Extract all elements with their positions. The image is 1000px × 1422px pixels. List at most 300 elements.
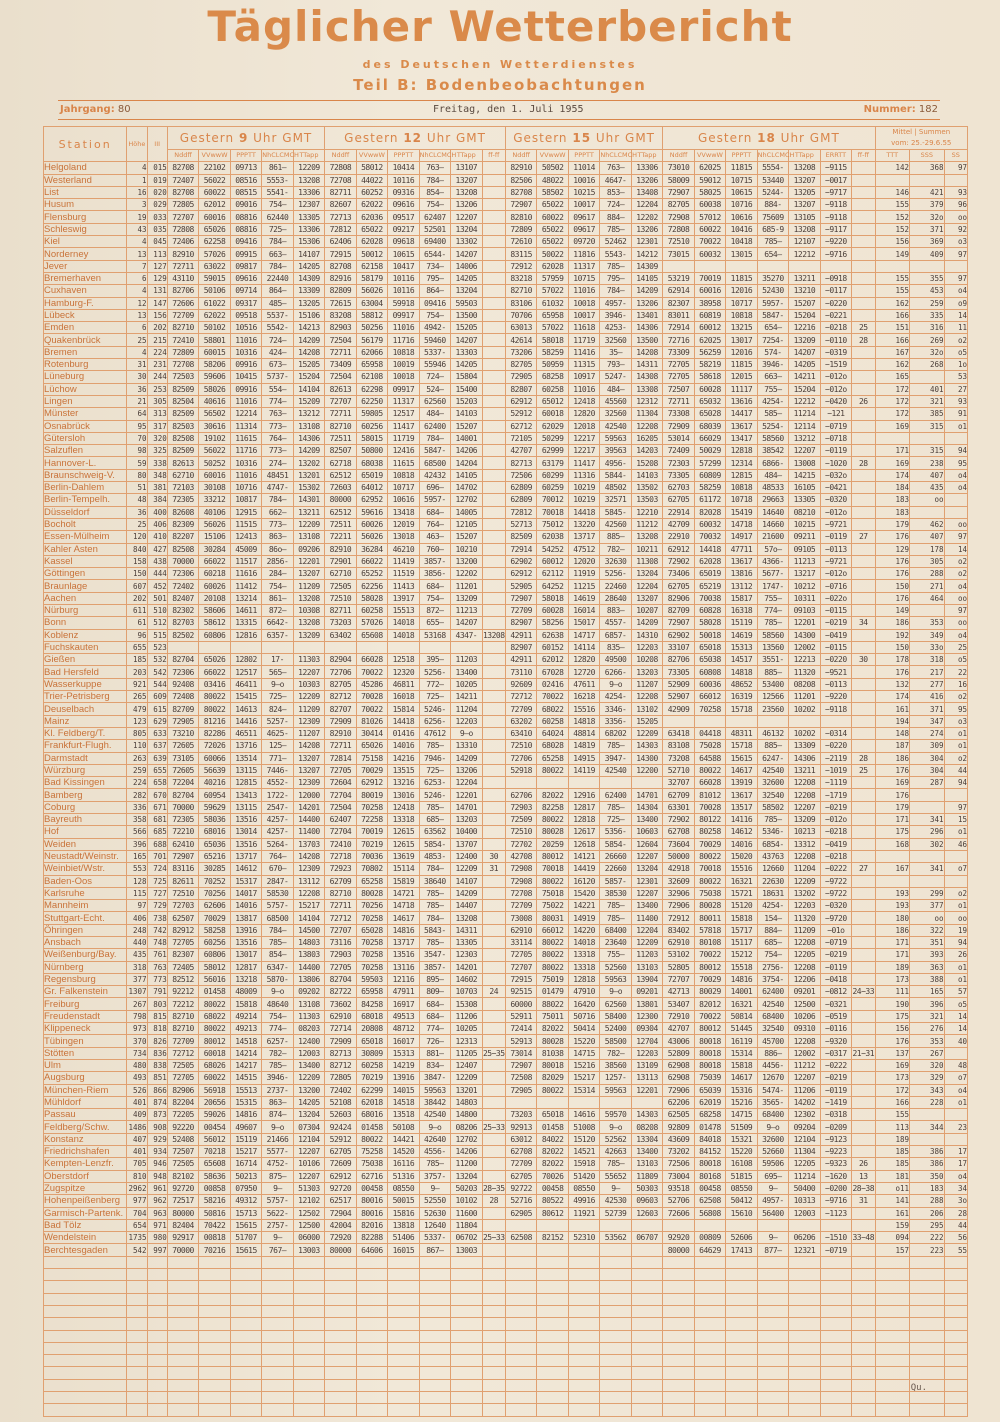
obs-15-value: 15120	[568, 1133, 599, 1145]
obs-18-value: 10212	[789, 580, 820, 592]
station-number: 655	[147, 764, 167, 776]
obs-18-value: 64588	[694, 752, 725, 764]
obs-18-value: −9716	[820, 1195, 851, 1207]
obs-15-value: 62560	[600, 998, 631, 1010]
obs-18-value: 654—	[757, 322, 788, 334]
blank-cell	[356, 1269, 387, 1281]
blank-cell	[568, 1256, 599, 1268]
obs-9-value: 80012	[199, 1035, 230, 1047]
blank-cell	[910, 1342, 945, 1354]
station-elevation: 1307	[128, 987, 147, 997]
station-elevation: 48	[127, 494, 147, 506]
obs-9-value: 51707	[230, 1232, 261, 1244]
summary-value: 349	[910, 629, 945, 641]
station-name: Lüneburg	[44, 371, 127, 383]
blank-cell	[820, 1404, 851, 1416]
obs-9-value: 30616	[199, 420, 230, 432]
obs-15-value	[631, 777, 662, 789]
obs-9-value: 70422	[199, 1219, 230, 1231]
obs-18-value: 13207	[789, 174, 820, 186]
blank-cell	[199, 1367, 230, 1379]
obs-18-value: 26	[852, 1158, 875, 1170]
obs-18-value: 10416	[726, 223, 757, 235]
station-row	[44, 1182, 968, 1194]
station-number: 338	[147, 457, 167, 469]
obs-15-value: 75022	[537, 900, 568, 912]
obs-18-value: 32540	[757, 1023, 788, 1035]
obs-18-value: 72510	[663, 236, 694, 248]
obs-12-value: 14105	[451, 469, 482, 481]
blank-cell	[537, 1342, 568, 1354]
obs-18-value: −9521	[820, 666, 851, 678]
obs-12-value: 72615	[325, 297, 356, 309]
obs-18-value: 11201	[789, 691, 820, 703]
obs-9-value: 72503	[167, 371, 198, 383]
obs-9-value: 773—	[262, 420, 293, 432]
station-name: Helgoland	[44, 162, 127, 174]
station-name: Bayreuth	[44, 814, 127, 826]
obs-18-value: 14207	[789, 346, 820, 358]
obs-9-value: 62440	[262, 211, 293, 223]
station-name: Weiden	[44, 838, 127, 850]
obs-18-value: 58009	[663, 174, 694, 186]
station-name: Rotenburg	[44, 359, 127, 371]
obs-9-value: 60218	[199, 568, 230, 580]
obs-9-value: 15217	[230, 1146, 261, 1158]
blank-cell	[199, 1256, 230, 1268]
station-elevation: 921	[127, 678, 147, 690]
obs-12-value: 70022	[356, 703, 387, 715]
obs-9-value: 11207	[293, 727, 325, 739]
obs-18-value: 6854-	[757, 838, 788, 850]
obs-15-value: 12916	[568, 789, 599, 801]
obs-12-value: 11201	[451, 580, 482, 592]
obs-18-value	[820, 715, 851, 727]
obs-12-value: 724—	[419, 371, 450, 383]
summary-value: 223	[910, 1244, 945, 1256]
obs-9-value: 12209	[293, 518, 325, 530]
obs-18-value: −0418	[820, 973, 851, 985]
obs-18-value: 80108	[694, 937, 725, 949]
obs-18-value: 11117	[726, 383, 757, 395]
obs-18-value: −0209	[820, 1121, 851, 1133]
obs-9-value: 784—	[262, 260, 293, 272]
blank-cell	[820, 1355, 851, 1367]
obs-12-value: 92720	[325, 1182, 356, 1194]
obs-9-value: 68026	[199, 1059, 230, 1071]
obs-18-value: 2756-	[757, 961, 788, 973]
obs-15-value: 82807	[505, 383, 536, 395]
blank-cell	[262, 1367, 293, 1379]
obs-12-value: 16116	[388, 1158, 419, 1170]
obs-9-value: 11209	[293, 703, 325, 715]
blank-cell	[230, 1330, 261, 1342]
obs-12-value: 63402	[325, 629, 356, 641]
obs-18-value: 13202	[789, 887, 820, 899]
obs-15-value	[631, 1096, 662, 1108]
blank-cell	[388, 1404, 419, 1416]
obs-9-value: 863—	[262, 1096, 293, 1108]
obs-15-value	[537, 1244, 568, 1256]
obs-12-value: 83208	[325, 309, 356, 321]
obs-12-value	[482, 457, 505, 469]
obs-15-value: 10219	[568, 482, 599, 494]
summary-value: 97	[944, 801, 967, 813]
summary-value: 179	[875, 801, 910, 813]
obs-18-value: −012o	[820, 568, 851, 580]
station-name: Ansbach	[44, 937, 127, 949]
summary-value: o4	[944, 1170, 967, 1182]
obs-12-value: 28	[482, 1195, 505, 1207]
obs-9-value: 6357-	[262, 629, 293, 641]
station-elevation: 202	[127, 592, 147, 604]
obs-9-value: 11016	[230, 469, 261, 481]
obs-12-value: 15114	[388, 863, 419, 875]
blank-cell	[505, 1367, 536, 1379]
blank-cell	[419, 1342, 450, 1354]
obs-12-value: 754—	[419, 592, 450, 604]
summary-value: o1	[944, 1096, 967, 1108]
obs-15-value: 54252	[537, 543, 568, 555]
obs-18-value: 24−33	[852, 987, 875, 997]
obs-18-value: 18631	[757, 887, 788, 899]
obs-9-value: 72402	[167, 580, 198, 592]
obs-18-value	[852, 900, 875, 912]
obs-9-value: 12817	[230, 961, 261, 973]
obs-12-value: 65958	[356, 986, 387, 998]
station-row	[44, 1059, 968, 1071]
station-name: Hannover-L.	[44, 457, 127, 469]
obs-18-value: −9722	[820, 887, 851, 899]
obs-12-value: 785—	[419, 801, 450, 813]
obs-18-value: 695—	[757, 1170, 788, 1182]
blank-cell	[789, 1305, 820, 1317]
summary-value: 190	[875, 998, 910, 1010]
obs-15-value: 52913	[505, 1035, 536, 1047]
station-elevation: 123	[127, 715, 147, 727]
obs-18-value: −0519	[820, 1010, 851, 1022]
blank-cell	[482, 1355, 505, 1367]
blank-cell	[147, 1318, 167, 1330]
station-elevation: 165	[127, 850, 147, 862]
obs-15-value: 11215	[568, 580, 599, 592]
obs-9-value: 15818	[230, 998, 261, 1010]
blank-cell	[789, 1355, 820, 1367]
summary-value: o1	[944, 900, 967, 912]
header-row-groups	[44, 127, 968, 150]
summary-value: 180	[875, 912, 910, 924]
obs-9-value: 5257-	[262, 715, 293, 727]
obs-12-value: 14018	[388, 617, 419, 629]
obs-12-value: 72711	[325, 408, 356, 420]
blank-cell	[262, 1281, 293, 1293]
summary-value	[910, 801, 945, 813]
station-number: 317	[147, 420, 167, 432]
obs-9-value: 10316	[230, 346, 261, 358]
obs-9-value: 82708	[167, 186, 198, 198]
obs-9-value: 82706	[167, 285, 198, 297]
obs-9-value: 65026	[199, 654, 230, 666]
obs-18-value: 34	[852, 617, 875, 629]
station-number: 045	[147, 236, 167, 248]
summary-value: 369	[910, 236, 945, 248]
summary-value: 192	[875, 629, 910, 641]
summary-value: 172	[875, 395, 910, 407]
obs-18-value: 42713	[663, 986, 694, 998]
obs-15-value	[600, 777, 631, 789]
obs-18-value: 13417	[726, 432, 757, 444]
obs-18-value: 62705	[663, 580, 694, 592]
summary-value: 95	[944, 703, 967, 715]
summary-value: 155	[875, 272, 910, 284]
obs-9-value: 565—	[262, 666, 293, 678]
blank-cell	[230, 1355, 261, 1367]
obs-18-value: 685—	[757, 937, 788, 949]
blank-cell	[293, 1330, 325, 1342]
summary-value: 295	[910, 1219, 945, 1231]
obs-9-value: 10316	[230, 457, 261, 469]
obs-15-value: 14121	[568, 850, 599, 862]
obs-9-value: 52408	[167, 1133, 198, 1145]
obs-18-value	[852, 715, 875, 727]
obs-18-value: 22914	[663, 506, 694, 518]
station-row	[44, 666, 968, 678]
obs-18-value: 52809	[663, 1047, 694, 1059]
obs-18-value: 27	[852, 531, 875, 543]
summary-value: 206	[910, 1207, 945, 1219]
obs-9-value: 60015	[199, 346, 230, 358]
obs-9-value: 13218	[230, 973, 261, 985]
obs-15-value: 72506	[505, 469, 536, 481]
summary-value: 19	[944, 924, 967, 936]
obs-15-value	[505, 1219, 536, 1231]
summary-value: 267	[910, 1047, 945, 1059]
obs-15-value: 13308	[631, 383, 662, 395]
number-label: Nummer:	[863, 104, 916, 115]
obs-12-value	[482, 875, 505, 887]
obs-18-value: −0017	[820, 174, 851, 186]
obs-15-value: 11016	[568, 383, 599, 395]
station-elevation: 70	[127, 432, 147, 444]
blank-cell	[356, 1293, 387, 1305]
obs-18-value: 30	[852, 654, 875, 666]
summary-value: 91	[944, 408, 967, 420]
obs-15-value: 32560	[600, 408, 631, 420]
station-row	[44, 863, 968, 875]
station-number: 963	[147, 1207, 167, 1219]
station-row	[44, 850, 968, 862]
obs-9-value: 13211	[293, 506, 325, 518]
station-row	[44, 752, 968, 764]
obs-9-value: 11303	[293, 654, 325, 666]
obs-12-value: 62912	[356, 777, 387, 789]
obs-12-value	[482, 764, 505, 776]
station-row	[44, 678, 968, 690]
station-number: 962	[147, 1195, 167, 1207]
obs-12-value: 31	[482, 863, 505, 875]
obs-18-value: 58028	[694, 617, 725, 629]
obs-12-value: 82607	[325, 199, 356, 211]
obs-18-value	[852, 518, 875, 530]
station-row	[44, 1084, 968, 1096]
blank-cell	[631, 1293, 662, 1305]
obs-18-value: 12016	[726, 346, 757, 358]
obs-12-value: 65019	[356, 469, 387, 481]
obs-12-value: 11413	[388, 580, 419, 592]
obs-12-value: 15400	[451, 383, 482, 395]
obs-18-value	[694, 260, 725, 272]
station-row	[44, 285, 968, 297]
obs-15-value: 13207	[631, 592, 662, 604]
obs-9-value: 72408	[167, 691, 198, 703]
station-name: Aachen	[44, 592, 127, 604]
blank-cell	[789, 1367, 820, 1379]
obs-12-value: 72511	[325, 432, 356, 444]
obs-12-value: 10818	[388, 346, 419, 358]
obs-9-value: 13916	[230, 924, 261, 936]
obs-18-value	[852, 961, 875, 973]
obs-9-value: 06000	[293, 1232, 325, 1244]
obs-9-value: 58606	[199, 604, 230, 616]
summary-value: o2	[944, 568, 967, 580]
obs-18-value	[852, 924, 875, 936]
station-elevation: 655	[127, 641, 147, 653]
blank-cell	[44, 1318, 127, 1330]
station-row	[44, 555, 968, 567]
blank-cell	[388, 1391, 419, 1403]
obs-12-value: 62512	[325, 469, 356, 481]
obs-18-value: 15721	[726, 887, 757, 899]
station-row	[44, 998, 968, 1010]
obs-9-value: 12502	[293, 1207, 325, 1219]
obs-18-value	[852, 691, 875, 703]
obs-12-value: 4942-	[419, 322, 450, 334]
obs-15-value: 14819	[568, 740, 599, 752]
obs-9-value: 15306	[293, 236, 325, 248]
obs-15-value: 62638	[537, 629, 568, 641]
obs-12-value: 11206	[451, 1010, 482, 1022]
obs-9-value: 49214	[230, 1010, 261, 1022]
obs-18-value: −0222	[820, 863, 851, 875]
group-hour: 9	[238, 130, 249, 145]
obs-12-value: 62709	[325, 875, 356, 887]
station-number: 127	[147, 260, 167, 272]
summary-value: 353	[910, 1035, 945, 1047]
obs-9-value: 13716	[230, 740, 261, 752]
station-number: 544	[147, 678, 167, 690]
obs-18-value: 62019	[694, 1096, 725, 1108]
obs-18-value	[852, 223, 875, 235]
obs-12-value: 82711	[325, 186, 356, 198]
obs-12-value: 48712	[388, 1023, 419, 1035]
obs-18-value: 62206	[663, 1096, 694, 1108]
obs-18-value: 73305	[663, 666, 694, 678]
summary-value: 388	[910, 973, 945, 985]
obs-9-value: 20656	[199, 1096, 230, 1108]
blank-cell	[852, 1281, 875, 1293]
obs-12-value	[482, 469, 505, 481]
obs-18-value: −0918	[820, 272, 851, 284]
obs-15-value: 14300	[631, 752, 662, 764]
blank-cell	[757, 1281, 788, 1293]
summary-value: o7	[944, 863, 967, 875]
station-elevation: 267	[127, 998, 147, 1010]
obs-12-value: 6544-	[419, 248, 450, 260]
obs-15-value: 13904	[631, 973, 662, 985]
obs-9-value: 5757-	[262, 1195, 293, 1207]
obs-15-value: 60152	[537, 641, 568, 653]
blank-cell	[167, 1367, 198, 1379]
obs-15-value: 13401	[631, 309, 662, 321]
obs-18-value: −121	[820, 408, 851, 420]
obs-18-value: −9118	[820, 211, 851, 223]
obs-18-value: −0317	[820, 1047, 851, 1059]
obs-15-value: 52713	[505, 518, 536, 530]
station-elevation: 158	[127, 555, 147, 567]
obs-9-value: 92212	[167, 986, 198, 998]
blank-cell	[388, 1342, 419, 1354]
obs-12-value: 72920	[325, 1232, 356, 1244]
blank-cell	[293, 1281, 325, 1293]
header-rule-top	[58, 100, 940, 101]
obs-9-value: 9—	[262, 1182, 293, 1194]
obs-12-value: 13116	[388, 961, 419, 973]
obs-9-value: 11615	[230, 432, 261, 444]
obs-12-value: 42640	[419, 1133, 450, 1145]
summary-value: 26	[944, 949, 967, 961]
obs-18-value: 5957-	[757, 297, 788, 309]
obs-18-value: 5554-	[757, 162, 788, 174]
obs-9-value: 14205	[293, 260, 325, 272]
obs-18-value: −0116	[820, 1023, 851, 1035]
summary-value: 34	[944, 1182, 967, 1194]
station-elevation: 493	[127, 1072, 147, 1084]
station-name: Coburg	[44, 801, 127, 813]
summary-value: 401	[910, 383, 945, 395]
obs-12-value: 69400	[419, 236, 450, 248]
blank-cell	[419, 1318, 450, 1330]
obs-15-value: 72915	[505, 973, 536, 985]
obs-15-value: 55652	[600, 1170, 631, 1182]
station-number: 738	[147, 912, 167, 924]
obs-9-value: 14301	[293, 494, 325, 506]
station-name: Gütersloh	[44, 432, 127, 444]
obs-15-value: 42614	[505, 334, 536, 346]
blank-cell	[568, 1379, 599, 1391]
obs-9-value: 11016	[230, 395, 261, 407]
blank-row	[44, 1330, 968, 1342]
blank-cell	[388, 1256, 419, 1268]
obs-18-value: 52909	[663, 678, 694, 690]
obs-18-value: 21−31	[852, 1048, 875, 1058]
summary-value: 351	[910, 937, 945, 949]
blank-cell	[199, 1269, 230, 1281]
blank-cell	[875, 1355, 910, 1367]
obs-12-value: 25−33	[482, 1122, 505, 1132]
obs-15-value: 72610	[505, 236, 536, 248]
obs-18-value: 62028	[694, 555, 725, 567]
obs-15-value: 62029	[537, 420, 568, 432]
obs-12-value	[482, 285, 505, 297]
station-name: Schleswig	[44, 223, 127, 235]
station-number: 029	[147, 199, 167, 211]
obs-9-value: 73210	[167, 727, 198, 739]
obs-12-value: 68018	[356, 1010, 387, 1022]
obs-18-value: 58259	[694, 482, 725, 494]
station-name: Stötten	[44, 1047, 127, 1059]
station-row	[44, 912, 968, 924]
obs-9-value: 785—	[262, 1059, 293, 1071]
